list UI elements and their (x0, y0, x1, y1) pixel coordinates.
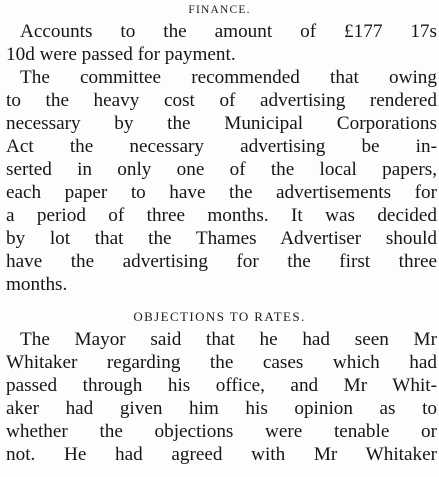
text-line: Act the necessary advertising be in- (6, 136, 437, 157)
text-line: have the advertising for the first three (6, 251, 437, 272)
text-line: by lot that the Thames Advertiser should (6, 228, 437, 249)
text-line: aker had given him his opinion as to (6, 398, 437, 419)
text-line: serted in only one of the local papers, (6, 159, 437, 180)
text-line: The Mayor said that he had seen Mr (20, 329, 437, 350)
text-line: whether the objections were tenable or (6, 421, 437, 442)
text-line: a period of three months. It was decided (6, 205, 437, 226)
text-line: to the heavy cost of advertising rendered (6, 90, 437, 111)
section-heading-objections: OBJECTIONS TO RATES. (133, 309, 306, 324)
text-line: each paper to have the advertisements for (6, 182, 437, 203)
section-heading-finance: FINANCE. (188, 4, 251, 16)
text-line: 10d were passed for payment. (6, 44, 236, 65)
text-line: Whitaker regarding the cases which had (6, 352, 437, 373)
text-line: not. He had agreed with Mr Whitaker (6, 444, 437, 465)
text-line: months. (6, 274, 68, 295)
text-line: The committee recommended that owing (20, 67, 437, 88)
text-line: passed through his office, and Mr Whit- (6, 375, 437, 396)
text-line: Accounts to the amount of £177 17s (20, 21, 437, 42)
text-line: necessary by the Municipal Corporations (6, 113, 437, 134)
